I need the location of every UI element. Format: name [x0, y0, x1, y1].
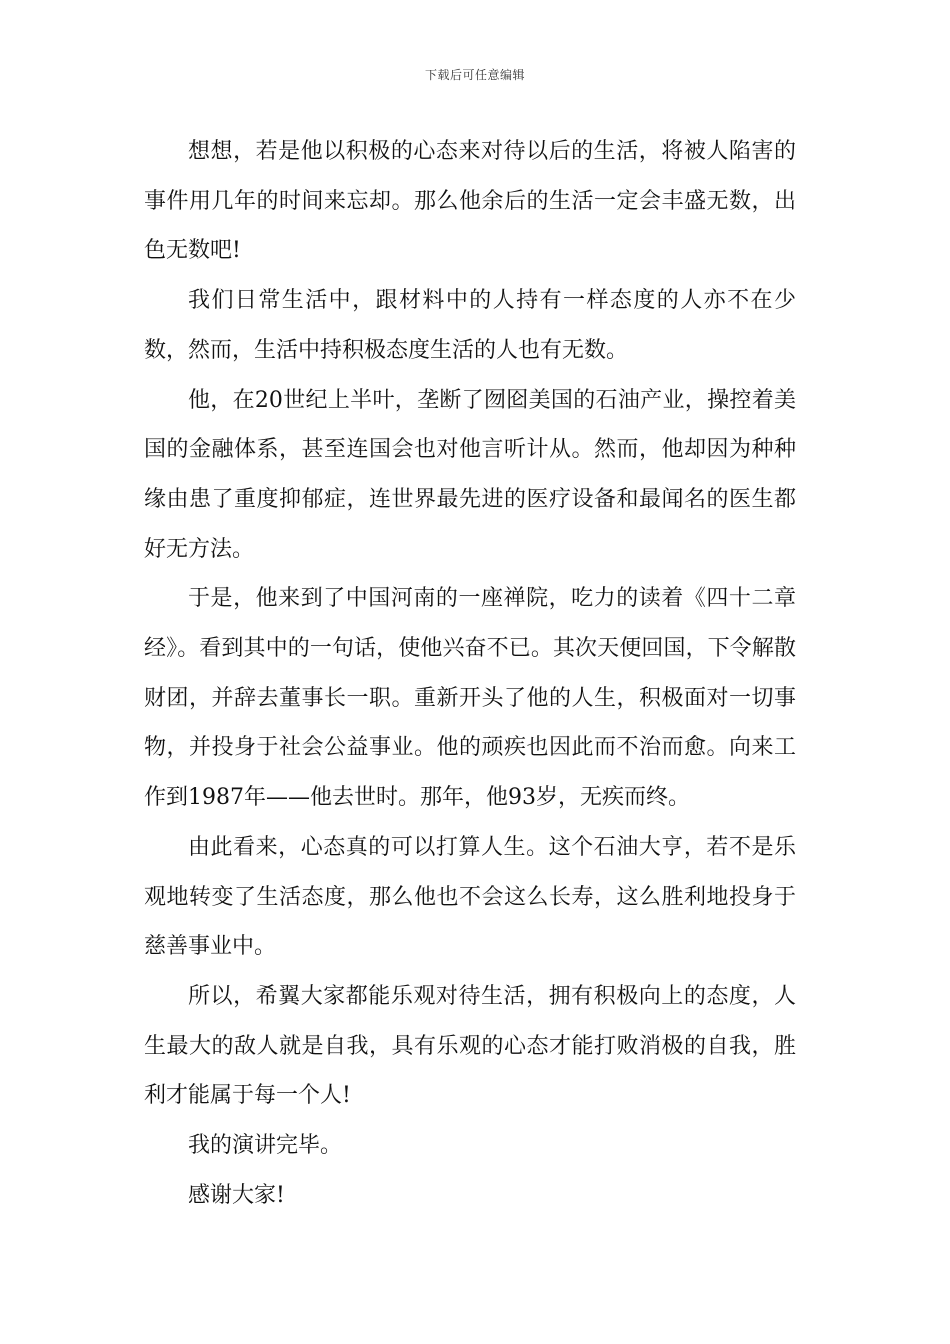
document-body	[144, 127, 796, 1220]
paragraph-8: 感谢大家!	[188, 1182, 285, 1208]
paragraph-6: 所以，希翼大家都能乐观对待生活，拥有积极向上的态度，人生最大的敌人就是自我，具有乐观的心态才能打败消极的自我，胜利才能属于每一个人!	[144, 983, 796, 1109]
paragraph-5: 由此看来，心态真的可以打算人生。这个石油大亨，若不是乐观地转变了生活态度，那么他也不会这么长寿，这么胜利地投身于慈善事业中。	[144, 834, 796, 960]
paragraph-3: 他，在20世纪上半叶，垄断了囫囵美国的石油产业，操控着美国的金融体系，甚至连国会也对他言听计从。然而，他却因为种种缘由患了重度抑郁症，连世界最先进的医疗设备和最闻名的医生都好无方法。	[144, 387, 796, 562]
paragraph-1: 想想，若是他以积极的心态来对待以后的生活，将被人陷害的事件用几年的时间来忘却。那么他余后的生活一定会丰盛无数，出色无数吧!	[144, 139, 796, 264]
page-header: 下载后可任意编辑	[424, 68, 525, 82]
paragraph-4: 于是，他来到了中国河南的一座禅院，吃力的读着《四十二章经》。看到其中的一句话，使他兴奋不已。其次天便回国，下令解散财团，并辞去董事长一职。重新开头了他的人生，积极面对一切事物，并投身于社会公益事业。他的顽疾也因此而不治而愈。向来工作到1987年——他去世时。那年，他93岁，无疾而终。	[144, 586, 796, 811]
paragraph-2: 我们日常生活中，跟材料中的人持有一样态度的人亦不在少数，然而，生活中持积极态度生活的人也有无数。	[144, 288, 796, 363]
paragraph-7: 我的演讲完毕。	[188, 1133, 343, 1159]
